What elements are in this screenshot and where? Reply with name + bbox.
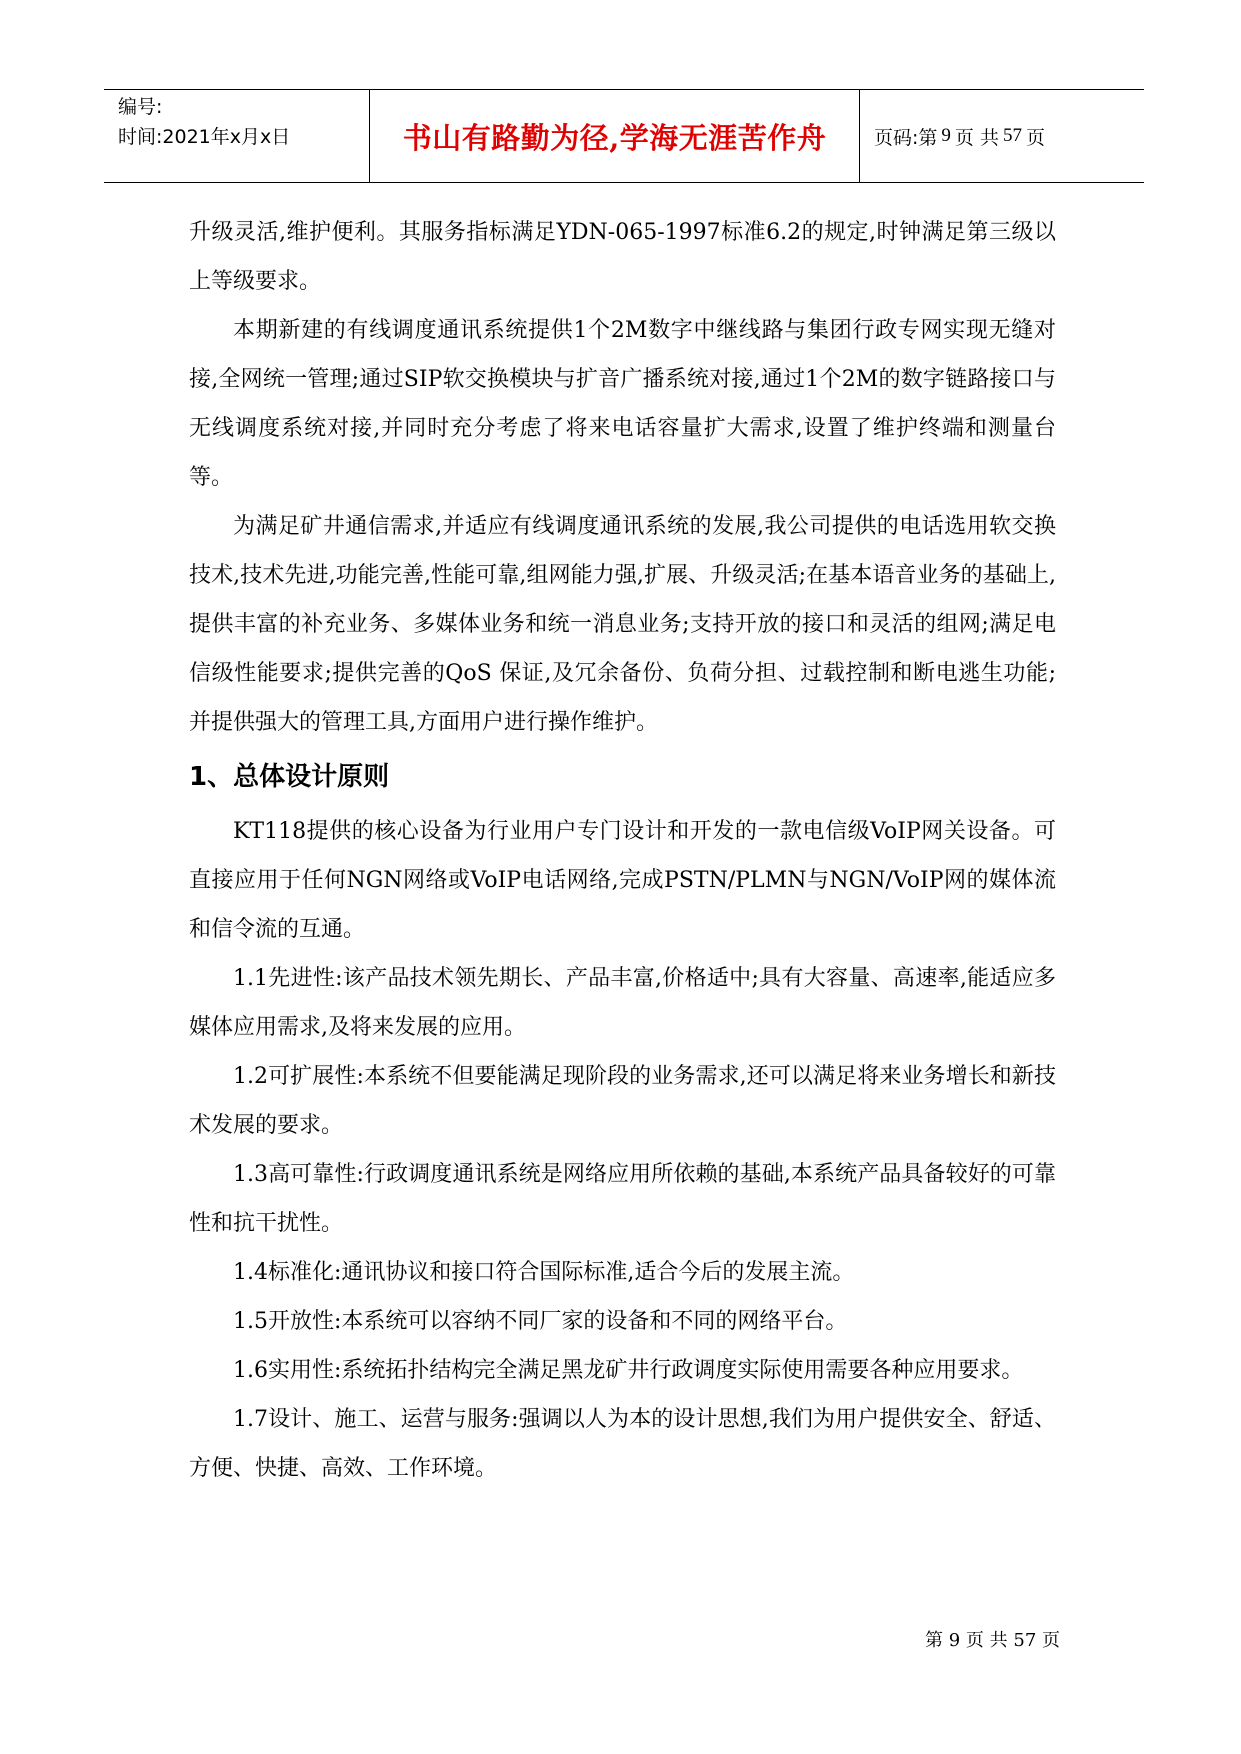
- page-footer: 第 9 页 共 57 页: [925, 1630, 1060, 1651]
- paragraph: 1.4标准化:通讯协议和接口符合国际标准,适合今后的发展主流。: [233, 1260, 855, 1285]
- paragraph: 1.2可扩展性:本系统不但要能满足现阶段的业务需求,还可以满足将来业务增长和新技术发展的要求。: [189, 1064, 1056, 1138]
- header-motto: 书山有路勤为径,学海无涯苦作舟: [370, 90, 860, 182]
- paragraph: 本期新建的有线调度通讯系统提供1个2M数字中继线路与集团行政专网实现无缝对接,全网统一管理;通过SIP软交换模块与扩音广播系统对接,通过1个2M的数字链路接口与无线调度系统对接,并同时充分考虑了将来电话容量扩大需求,设置了维护终端和测量台等。: [189, 318, 1056, 490]
- paragraph: 1.5开放性:本系统可以容纳不同厂家的设备和不同的网络平台。: [233, 1309, 848, 1334]
- time-label: 时间:2021年x月x日: [118, 126, 291, 148]
- header-info-cell: [104, 90, 370, 182]
- paragraph: 1.7设计、施工、运营与服务:强调以人为本的设计思想,我们为用户提供安全、舒适、方便、快捷、高效、工作环境。: [189, 1407, 1056, 1481]
- header-page-info: [860, 90, 1144, 182]
- paragraph: 升级灵活,维护便利。其服务指标满足YDN-065-1997标准6.2的规定,时钟满足第三级以上等级要求。: [189, 220, 1056, 294]
- paragraph: 1.6实用性:系统拓扑结构完全满足黑龙矿井行政调度实际使用需要各种应用要求。: [233, 1358, 1024, 1383]
- paragraph: KT118提供的核心设备为行业用户专门设计和开发的一款电信级VoIP网关设备。可直接应用于任何NGN网络或VoIP电话网络,完成PSTN/PLMN与NGN/VoIP网的媒体流和信令流的互通。: [189, 819, 1056, 942]
- paragraph: 为满足矿井通信需求,并适应有线调度通讯系统的发展,我公司提供的电话选用软交换技术,技术先进,功能完善,性能可靠,组网能力强,扩展、升级灵活;在基本语音业务的基础上,提供丰富的补充业务、多媒体业务和统一消息业务;支持开放的接口和灵活的组网;满足电信级性能要求;提供完善的QoS 保证,及冗余备份、负荷分担、过载控制和断电逃生功能;并提供强大的管理工具,方面用户进行操作维护。: [189, 514, 1056, 735]
- serial-label: 编号:: [118, 96, 163, 118]
- paragraph: 1.1先进性:该产品技术领先期长、产品丰富,价格适中;具有大容量、高速率,能适应多媒体应用需求,及将来发展的应用。: [189, 966, 1056, 1040]
- section-heading: 1、总体设计原则: [189, 762, 390, 792]
- body-content: [189, 208, 1056, 1493]
- page-number: 9: [941, 125, 951, 146]
- page-header: [104, 89, 1144, 183]
- page-mid: 页 共: [954, 126, 999, 149]
- paragraph: 1.3高可靠性:行政调度通讯系统是网络应用所依赖的基础,本系统产品具备较好的可靠性和抗干扰性。: [189, 1162, 1056, 1236]
- page-suffix: 页: [1025, 126, 1045, 149]
- page-prefix: 页码:第: [874, 126, 938, 149]
- page-total: 57: [1002, 125, 1022, 146]
